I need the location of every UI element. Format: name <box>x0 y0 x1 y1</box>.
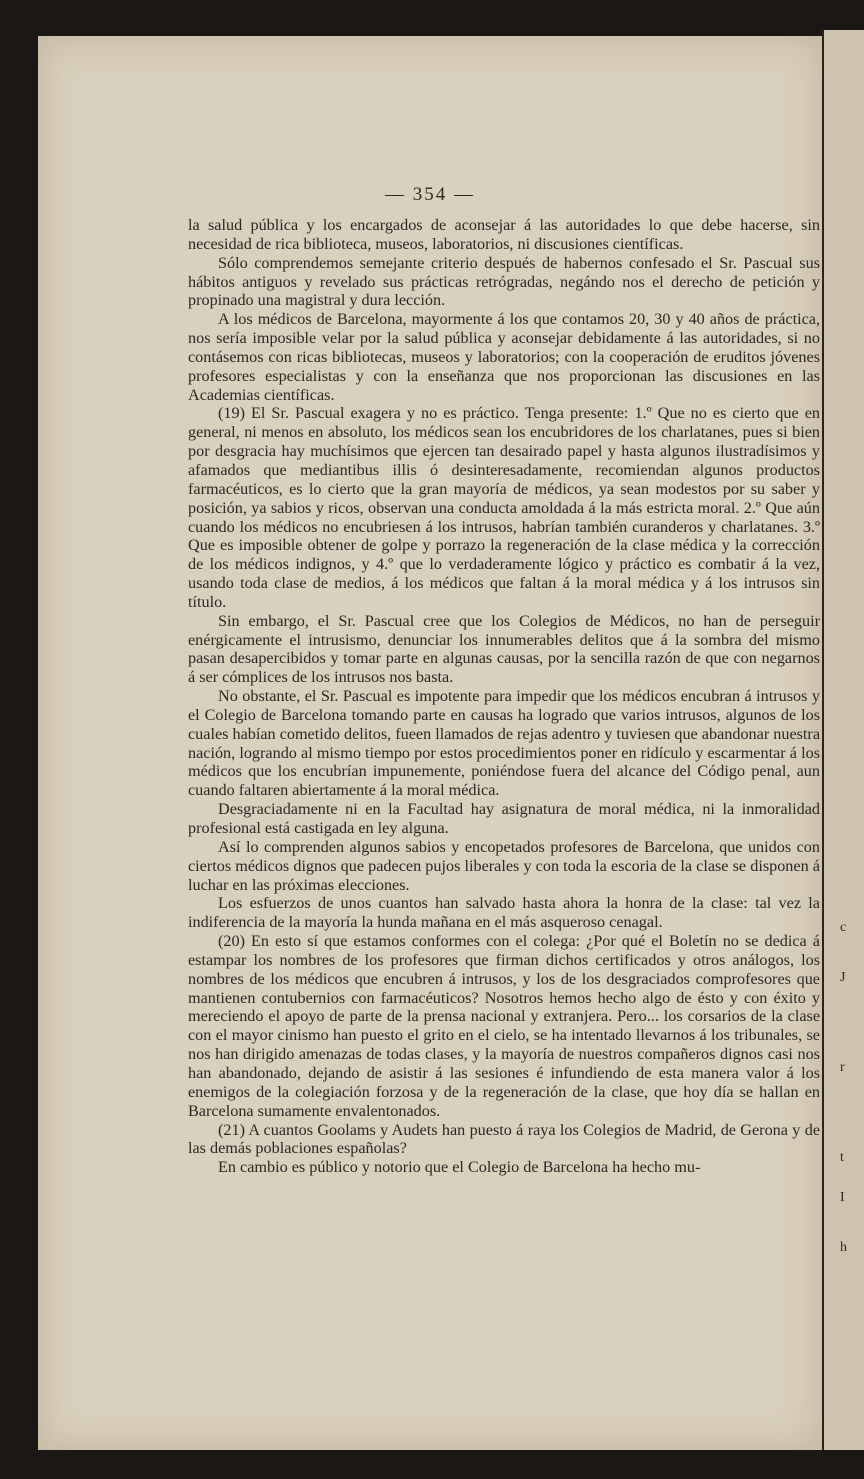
paragraph: Así lo comprenden algunos sabios y encopetados profesores de Barcelona, que unidos con ciertos médicos dignos que padecen pujos liberales y con toda la escoria de la clase se disponen á luchar en las próximas elecciones. <box>188 837 820 894</box>
paragraph: (19) El Sr. Pascual exagera y no es práctico. Tenga presente: 1.º Que no es cierto que en general, ni menos en absoluto, los médicos sean los encubridores de los charlatanes, pues si bien por desgracia hay muchísimos que ejercen tan desairado papel y hasta algunos ilustradísimos y afamados que mediantibus illis ó desinteresadamente, recomiendan algunos productos farmacéuticos, es lo cierto que la gran mayoría de médicos, ya sean modestos por su saber y posición, ya sabios y ricos, observan una conducta amoldada á la más estricta moral. 2.º Que aún cuando los médicos no encubriesen á los intrusos, habrían también curanderos y charlatanes. 3.º Que es imposible obtener de golpe y porrazo la regeneración de la clase médica y la corrección de los médicos indignos, y 4.º que lo verdaderamente lógico y práctico es combatir á la vez, usando toda clase de medios, á los médicos que faltan á la moral médica y á los intrusos sin título. <box>188 404 820 611</box>
paragraph: Desgraciadamente ni en la Facultad hay asignatura de moral médica, ni la inmoralidad profesional está castigada en ley alguna. <box>188 800 820 837</box>
margin-glyph: c <box>840 920 847 935</box>
paragraph: (21) A cuantos Goolams y Audets han puesto á raya los Colegios de Madrid, de Gerona y de las demás poblaciones españolas? <box>188 1120 820 1158</box>
facing-page-edge <box>822 30 864 1450</box>
paragraph: (20) En esto sí que estamos conformes con el colega: ¿Por qué el Boletín no se dedica á estampar los nombres de los profesores que firman dichos certificados y otros análogos, los nombres de los médicos que encubren á intrusos, y los de los desgraciados comprofesores que mantienen contubernios con farmacéuticos? Nosotros hemos hecho algo de ésto y con éxito y mereciendo el apoyo de parte de la prensa nacional y extranjera. Pero... los corsarios de la clase con el mayor cinismo han puesto el grito en el cielo, se ha intentado llevarnos á los tribunales, se nos han dirigido amenazas de todas clases, y la mayoría de nuestros compañeros dignos casi nos han abandonado, dejando de asistir á las sesiones é infundiendo de esta manera valor á los enemigos de la colegiación forzosa y de la regeneración de la clase, que hoy día se hallan en Barcelona sumamente envalentonados. <box>188 932 820 1120</box>
margin-glyph: I <box>840 1190 845 1205</box>
paragraph: Sin embargo, el Sr. Pascual cree que los Colegios de Médicos, no han de perseguir enérgicamente el intrusismo, denunciar los innumerables delitos que á la sombra del mismo pasan desapercibidos y tomar parte en algunas causas, por la sencilla razón de que con negarnos á ser cómplices de los intrusos nos basta. <box>188 611 820 687</box>
paragraph: A los médicos de Barcelona, mayormente á los que contamos 20, 30 y 40 años de práctica, nos sería imposible velar por la salud pública y aconsejar debidamente á las autoridades, si no contásemos con ricas bibliotecas, museos y laboratorios; con la cooperación de eruditos jóvenes profesores especialistas y con la enseñanza que nos proporcionan las discusiones en las Academias científicas. <box>188 310 820 404</box>
body-text <box>188 216 820 1177</box>
margin-glyph: h <box>840 1240 847 1255</box>
paragraph: Los esfuerzos de unos cuantos han salvado hasta ahora la honra de la clase: tal vez la indiferencia de la mayoría la hunda mañana en el más asqueroso cenagal. <box>188 894 820 932</box>
document-page <box>38 36 822 1450</box>
margin-glyph: J <box>840 970 846 985</box>
paragraph: En cambio es público y notorio que el Colegio de Barcelona ha hecho mu- <box>218 1158 701 1177</box>
paragraph: Sólo comprendemos semejante criterio después de habernos confesado el Sr. Pascual sus hábitos antiguos y revelado sus prácticas retrógradas, negándo nos el derecho de petición y propinado una magistral y dura lección. <box>188 253 820 310</box>
paragraph: No obstante, el Sr. Pascual es impotente para impedir que los médicos encubran á intrusos y el Colegio de Barcelona tomando parte en causas ha logrado que varios intrusos, algunos de los cuales habían cometido delitos, fueen llamados de rejas adentro y tuviesen que abandonar nuestra nación, logrando al mismo tiempo por estos procedimientos poner en ridículo y escarmentar á los médicos que los encubrían impunemente, poniéndose fuera del alcance del Código penal, aun cuando faltaren abiertamente á la moral médica. <box>188 687 820 800</box>
margin-glyph: r <box>840 1060 845 1075</box>
paragraph: la salud pública y los encargados de aconsejar á las autoridades lo que debe hacerse, sin necesidad de rica biblioteca, museos, laboratorios, ni discusiones científicas. <box>188 216 820 253</box>
margin-glyph: t <box>840 1150 844 1165</box>
page-number: — 354 — <box>385 184 475 205</box>
